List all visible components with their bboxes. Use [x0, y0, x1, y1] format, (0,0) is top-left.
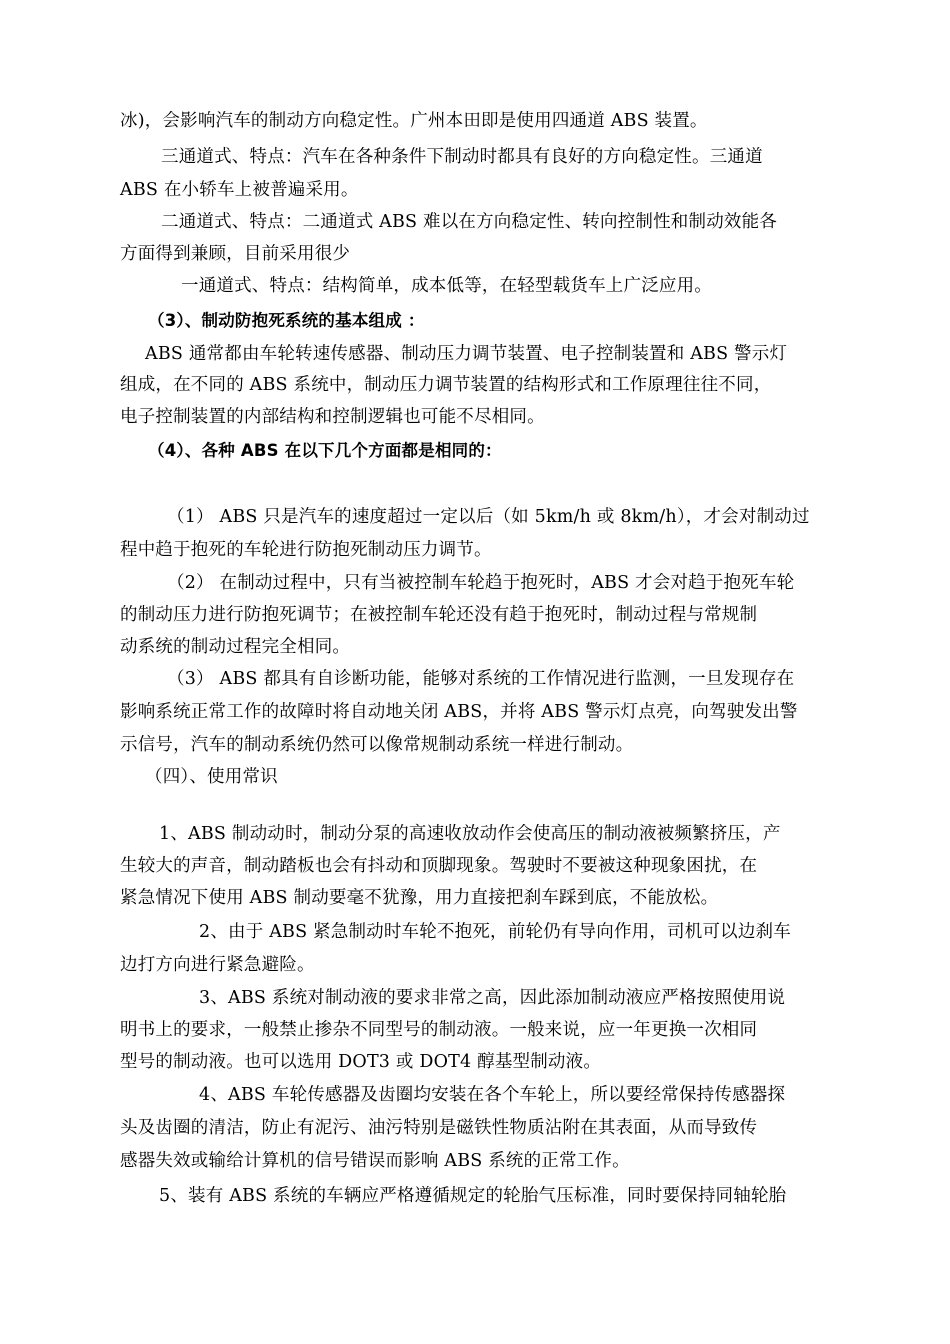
text-line: 冰)，会影响汽车的制动方向稳定性。广州本田即是使用四通道 ABS 装置。 [120, 111, 708, 131]
text-line: 三通道式、特点：汽车在各种条件下制动时都具有良好的方向稳定性。三通道 [161, 147, 763, 167]
text-line: 动系统的制动过程完全相同。 [120, 637, 351, 657]
text-line: 组成，在不同的 ABS 系统中，制动压力调节装置的结构形式和工作原理往往不同， [120, 375, 772, 395]
text-line: 4、ABS 车轮传感器及齿圈均安装在各个车轮上，所以要经常保持传感器探 [199, 1085, 786, 1105]
text-line: 影响系统正常工作的故障时将自动地关闭 ABS，并将 ABS 警示灯点亮，向驾驶发出警 [120, 702, 798, 722]
text-line: 型号的制动液。也可以选用 DOT3 或 DOT4 醇基型制动液。 [120, 1052, 602, 1072]
text-line: 边打方向进行紧急避险。 [120, 955, 315, 975]
text-line: 紧急情况下使用 ABS 制动要毫不犹豫，用力直接把刹车踩到底，不能放松。 [120, 888, 719, 908]
text-line: 头及齿圈的清洁，防止有泥污、油污特别是磁铁性物质沾附在其表面，从而导致传 [120, 1118, 758, 1138]
text-line: 1、ABS 制动动时，制动分泵的高速收放动作会使高压的制动液被频繁挤压，产 [159, 824, 781, 844]
text-line: 5、装有 ABS 系统的车辆应严格遵循规定的轮胎气压标准，同时要保持同轴轮胎 [159, 1186, 787, 1206]
text-line: ABS 在小轿车上被普遍采用。 [120, 180, 359, 200]
text-line: 方面得到兼顾，目前采用很少 [120, 244, 351, 264]
text-line: 程中趋于抱死的车轮进行防抱死制动压力调节。 [120, 540, 492, 560]
text-line: 感器失效或输给计算机的信号错误而影响 ABS 系统的正常工作。 [120, 1151, 630, 1171]
text-line: 电子控制装置的内部结构和控制逻辑也可能不尽相同。 [120, 407, 545, 427]
text-line: ABS 通常都由车轮转速传感器、制动压力调节装置、电子控制装置和 ABS 警示灯 [145, 344, 788, 364]
text-line: （1） ABS 只是汽车的速度超过一定以后（如 5km/h 或 8km/h），才会对制动过 [167, 507, 810, 527]
text-line: 2、由于 ABS 紧急制动时车轮不抱死，前轮仍有导向作用，司机可以边刹车 [199, 922, 791, 942]
text-line: 示信号，汽车的制动系统仍然可以像常规制动系统一样进行制动。 [120, 735, 634, 755]
text-line: 一通道式、特点：结构简单，成本低等，在轻型载货车上广泛应用。 [181, 276, 712, 296]
text-line: 的制动压力进行防抱死调节；在被控制车轮还没有趋于抱死时，制动过程与常规制 [120, 605, 758, 625]
text-line: 生较大的声音，制动踏板也会有抖动和顶脚现象。驾驶时不要被这种现象困扰，在 [120, 856, 758, 876]
text-line: 明书上的要求，一般禁止掺杂不同型号的制动液。一般来说，应一年更换一次相同 [120, 1020, 758, 1040]
section-heading: （4）、各种 ABS 在以下几个方面都是相同的： [148, 441, 502, 460]
section-heading: （四）、使用常识 [145, 767, 278, 787]
text-line: （3） ABS 都具有自诊断功能，能够对系统的工作情况进行监测，一旦发现存在 [167, 669, 795, 689]
section-heading: （3）、制动防抱死系统的基本组成 ： [148, 311, 425, 330]
text-line: 3、ABS 系统对制动液的要求非常之高，因此添加制动液应严格按照使用说 [199, 988, 786, 1008]
text-line: （2） 在制动过程中，只有当被控制车轮趋于抱死时，ABS 才会对趋于抱死车轮 [167, 573, 795, 593]
text-line: 二通道式、特点：二通道式 ABS 难以在方向稳定性、转向控制性和制动效能各 [161, 212, 778, 232]
